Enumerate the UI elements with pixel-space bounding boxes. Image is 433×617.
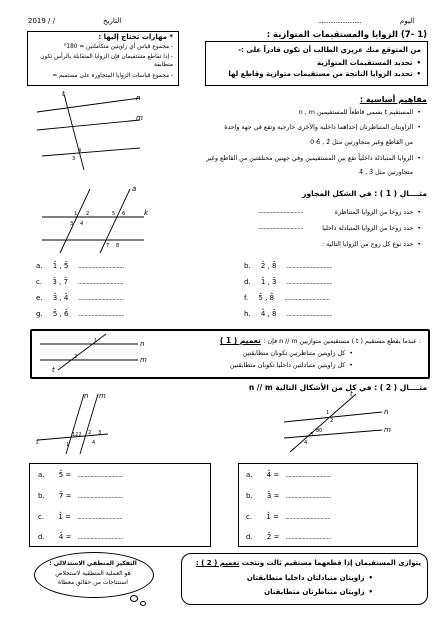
rule2-item: • زاويتان متبادلتان داخليا متطابقتان [247, 574, 373, 582]
pair-dots: ................................ [285, 493, 331, 500]
pair-dots: ................................ [285, 472, 331, 479]
rule1-fig-label: 2 [74, 354, 78, 360]
concept-item: • المستقيم t يسمى قاطعاً للمستقيمين n , m [299, 109, 421, 116]
fig1-label: t [62, 90, 65, 98]
concept-item: • الزوايا المتبادلة داخلياً تقع بين المستقيمين وفي جهتين مختلفتين من القاطع وغير [206, 155, 421, 162]
pair-val: 5̂ = [58, 471, 72, 479]
pair-key: c. [246, 513, 253, 521]
pair-val: 1̂ = [266, 513, 279, 521]
ex2-right-row [246, 533, 331, 541]
ex2-right-row [246, 492, 331, 500]
pair-val: 3̂ = [266, 492, 280, 500]
pair-key: b. [38, 492, 45, 500]
ex2-right-label: n [384, 408, 389, 416]
ex2-left-row [38, 471, 123, 479]
pair-key: d. [38, 533, 45, 541]
pair-row [244, 262, 332, 270]
fig-ex1-label: 4 [80, 221, 84, 227]
pair-val: 5̂ , 6̂ [52, 310, 69, 318]
pair-dots: ................................ [286, 279, 332, 286]
ex2-left-label: 1 [66, 442, 70, 448]
concepts-title: مفاهيم أساسية : [359, 95, 427, 104]
rule1-fig-label: m [140, 356, 147, 364]
rule1-title [220, 336, 421, 345]
ex2-right-label: 4 [304, 440, 308, 446]
pair-val: 1̂ = [58, 513, 71, 521]
fig-ex1-label: 7 [106, 243, 110, 249]
concept-item-cont: متجاورتين مثل 3̂ , 4̂ [359, 169, 413, 176]
pair-val: 1̂ , 5̂ [52, 262, 69, 270]
pair-dots: ................................ [285, 514, 331, 521]
fig1-label: 4 [78, 148, 82, 154]
pair-val: 2̂ , 8̂ [260, 262, 277, 270]
pair-dots: ................................ [78, 311, 124, 318]
fig-ex1-label: 1 [74, 211, 78, 217]
header [0, 0, 433, 26]
concept-item-cont: من القاطع وغير متجاورتين مثل 2̂ , 6̂ 0 [310, 139, 413, 146]
pair-val: 5̂ , 8̂ [258, 294, 275, 302]
ex2-left-label: n [84, 392, 89, 400]
pair-key: d. [246, 533, 253, 541]
rule2-heading: تعميم ( 2 ) : [195, 559, 240, 567]
prereq-item: - مجموع قياسات الزوايا المتجاورة على مستقيم = [52, 73, 173, 79]
pair-val: 2̂ = [266, 533, 280, 541]
bubble-tail-dot [130, 595, 138, 602]
goal-item: • تحديد الزوايا الناتجة من مستقيمات متوازية وقاطع لها [228, 70, 421, 78]
lesson-title: (1 -7) الزوايا والمستقيمات المتوازية : [266, 30, 427, 40]
pair-row [244, 310, 332, 318]
ex2-left-label: 2 [88, 430, 92, 436]
ex2-left-row [38, 533, 123, 541]
pair-val: 4̂ , 8̂ [260, 310, 277, 318]
pair-dots: ................................ [284, 295, 330, 302]
goal-item: • تحديد المستقيمات المتوازية [317, 59, 421, 67]
pair-key: c. [38, 513, 45, 521]
day-label: اليوم [400, 17, 415, 25]
rule2-intro: يتوازى المستقيمان إذا قطعهما مستقيم ثالث ونتجت [241, 559, 421, 567]
rule1-fig-label: n [140, 340, 145, 348]
pair-val: 3̂ , 7̂ [52, 278, 68, 286]
fig-ex1-label: 2 [86, 211, 90, 217]
pair-val: 1̂ , 3̂ [260, 278, 277, 286]
ex2-right-row [246, 471, 331, 479]
rule1-item: • كل زاويتين متناظرتين تكونان متطابقتين [243, 350, 353, 357]
pair-key: a. [246, 471, 253, 479]
rule1-item: • كل زاويتين متبادلتين داخليا تكونان متطابقتين [230, 362, 353, 369]
pair-key: c. [36, 278, 43, 286]
ex2-left-row [38, 492, 123, 500]
figure-parallel-lines [32, 90, 152, 180]
pair-key: b. [246, 492, 253, 500]
rule1-fig-label: t [52, 366, 55, 374]
goals-intro: من المتوقع منك عزيزي الطالب أن تكون قادراً على :- [238, 46, 421, 54]
pair-dots: ................................ [286, 263, 332, 270]
pair-dots: ................................ [77, 472, 123, 479]
pair-dots: ................................ [77, 514, 123, 521]
rule1-intro: : عندما يقطع مستقيم ( t ) مستقيمين متوازيين n // m فإن : [263, 338, 421, 345]
pair-row [244, 294, 329, 302]
ex2-right-label: m [384, 426, 391, 434]
rule2-title [196, 559, 421, 567]
pair-key: a. [36, 262, 43, 270]
pair-val: 4̂ = [266, 471, 280, 479]
pair-val: 7̂ = [58, 492, 72, 500]
figure-example1 [40, 185, 150, 255]
ex2-right-label: 80 [316, 428, 323, 434]
prereq-item: - مجموع قياس أي زاويتين متكاملتين = 180° [63, 44, 173, 50]
pair-key: a. [38, 471, 45, 479]
ex2-right-label: t [350, 390, 353, 398]
figure-example2-left [36, 392, 116, 454]
bubble-line: استنتاجات من حقائق معطاة [58, 579, 128, 586]
pair-row [244, 278, 332, 286]
fig-ex1-label: 8 [116, 243, 120, 249]
example1-dots: ................................ [258, 224, 304, 231]
date-label: التاريخ [103, 17, 122, 25]
ex2-left-label: 122 [72, 432, 82, 438]
bubble-line: هو العملية المنطقية لاستخلاص [55, 570, 131, 577]
pair-val: 4̂ = [58, 533, 72, 541]
pair-key: d. [244, 278, 251, 286]
fig1-label: 3 [72, 156, 76, 162]
pair-row [36, 278, 123, 286]
figure-example2-right [282, 390, 402, 452]
pair-dots: ................................ [77, 493, 123, 500]
pair-dots: ................................ [77, 534, 123, 541]
example1-item: • حدد زوجا من الزوايا المتناظرة [335, 209, 421, 216]
fig-ex1-label: a [132, 185, 137, 193]
ex2-left-label: 3 [98, 430, 102, 436]
pair-dots: ................................ [285, 534, 331, 541]
ex2-left-row [38, 513, 122, 521]
example1-item: • حدد نوع كل زوج من الزوايا التالية : [322, 241, 421, 248]
ex2-right-label: 1 [326, 410, 330, 416]
fig-ex1-label: 6 [122, 211, 126, 217]
prereq-item: - إذا تقاطع مستقيمان فإن الزوايا المتقابلة بالرأس تكون متطابقة [40, 54, 173, 68]
ex2-left-label: m [99, 392, 106, 400]
example1-item: • حدد زوجا من الزوايا المتبادلة داخليا [322, 225, 421, 232]
concept-item: • الزاويتان المتناظرتان إحداهما داخلية والأخرى خارجية وتقع في جهة واحدة [224, 124, 421, 131]
pair-dots: ................................ [78, 279, 124, 286]
pair-row [36, 262, 124, 270]
pair-row [36, 310, 124, 318]
rule1-heading: تعميم ( 1 ) [219, 336, 261, 345]
date-value: 2019 / / [28, 17, 55, 25]
pair-key: e. [36, 294, 43, 302]
example1-title: مثــــال ( 1 ) : في الشكل المجاور [302, 189, 427, 198]
ex2-right-label: 2 [330, 418, 334, 424]
figure-rule1 [36, 332, 146, 372]
pair-dots: ................................ [78, 263, 124, 270]
pair-row [36, 294, 124, 302]
pair-key: g. [36, 310, 43, 318]
fig-ex1-label: k [144, 209, 149, 217]
ex2-left-label: t [36, 438, 39, 446]
pair-dots: ................................ [286, 311, 332, 318]
example1-dots: ................................ [258, 208, 304, 215]
fig-ex1-label: 5 [112, 211, 116, 217]
ex2-right-label: 3 [310, 432, 314, 438]
prereq-title: * مهارات تحتاج إليها : [98, 33, 173, 41]
pair-val: 3̂ , 4̂ [52, 294, 69, 302]
ex2-left-label: 4 [92, 440, 96, 446]
day-dots: ......................... [318, 17, 362, 25]
pair-key: f. [244, 294, 249, 302]
ex2-right-row [246, 513, 330, 521]
rule2-item: • زاويتان متناظرتان متطابقتان [264, 588, 373, 596]
bubble-title: التفكير المنطقي الاستدلالي : [49, 560, 137, 567]
fig1-label: m [136, 114, 143, 122]
pair-key: h. [244, 310, 251, 318]
fig1-label: n [136, 94, 141, 102]
bubble-tail-dot [140, 601, 146, 606]
pair-dots: ................................ [78, 295, 124, 302]
example2-title: مثــــال ( 2 ) : في كل من الأشكال التالية n // m [248, 383, 427, 392]
pair-key: b. [244, 262, 251, 270]
rule1-fig-label: 1 [94, 338, 98, 344]
fig-ex1-label: 3 [70, 221, 74, 227]
